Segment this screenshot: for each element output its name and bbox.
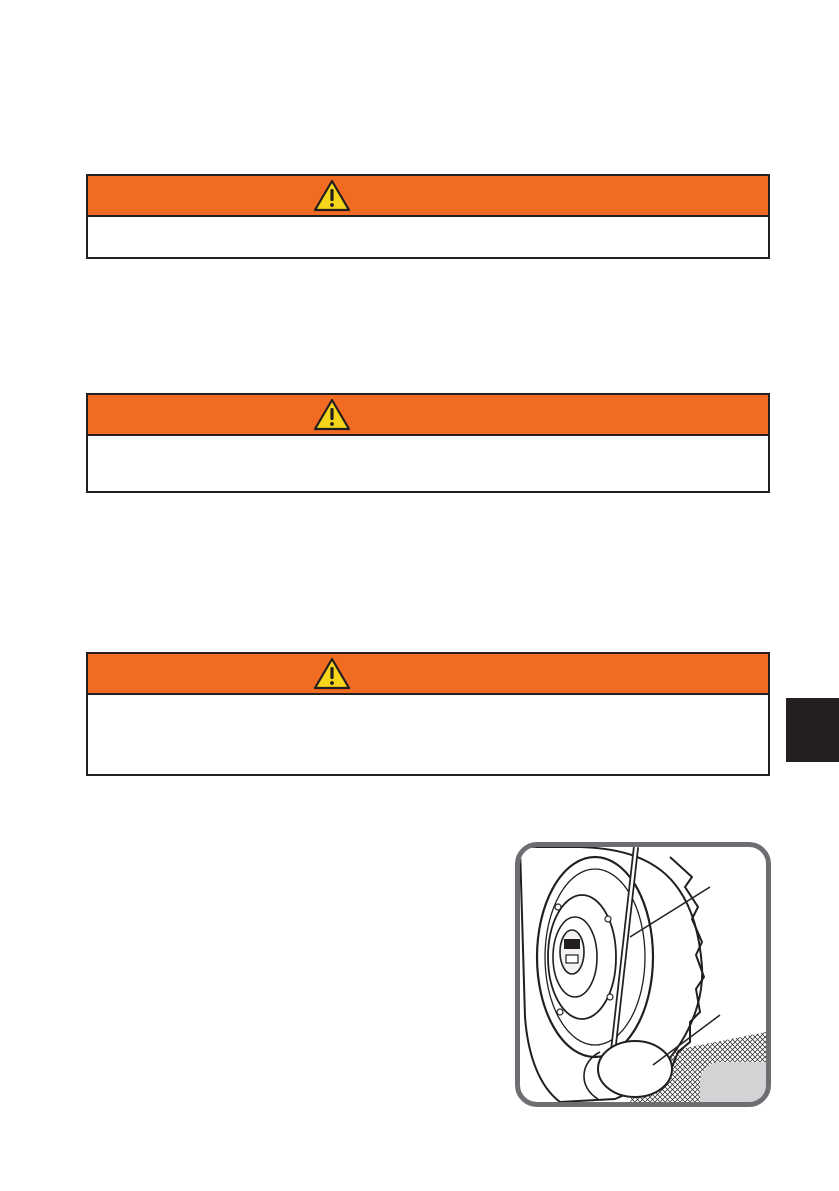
warning-box-2 <box>86 393 770 493</box>
tire-figure <box>515 842 771 1107</box>
warning-box-3 <box>86 652 770 776</box>
section-side-tab <box>786 698 839 762</box>
warning-header <box>88 395 768 436</box>
warning-triangle-icon <box>313 398 351 432</box>
warning-header <box>88 176 768 217</box>
warning-text <box>88 217 768 233</box>
figure-label <box>700 1062 766 1102</box>
warning-box-1 <box>86 174 770 259</box>
warning-text <box>88 436 768 452</box>
warning-triangle-icon <box>313 657 351 691</box>
warning-triangle-icon <box>313 179 351 213</box>
warning-text <box>88 695 768 711</box>
warning-header <box>88 654 768 695</box>
